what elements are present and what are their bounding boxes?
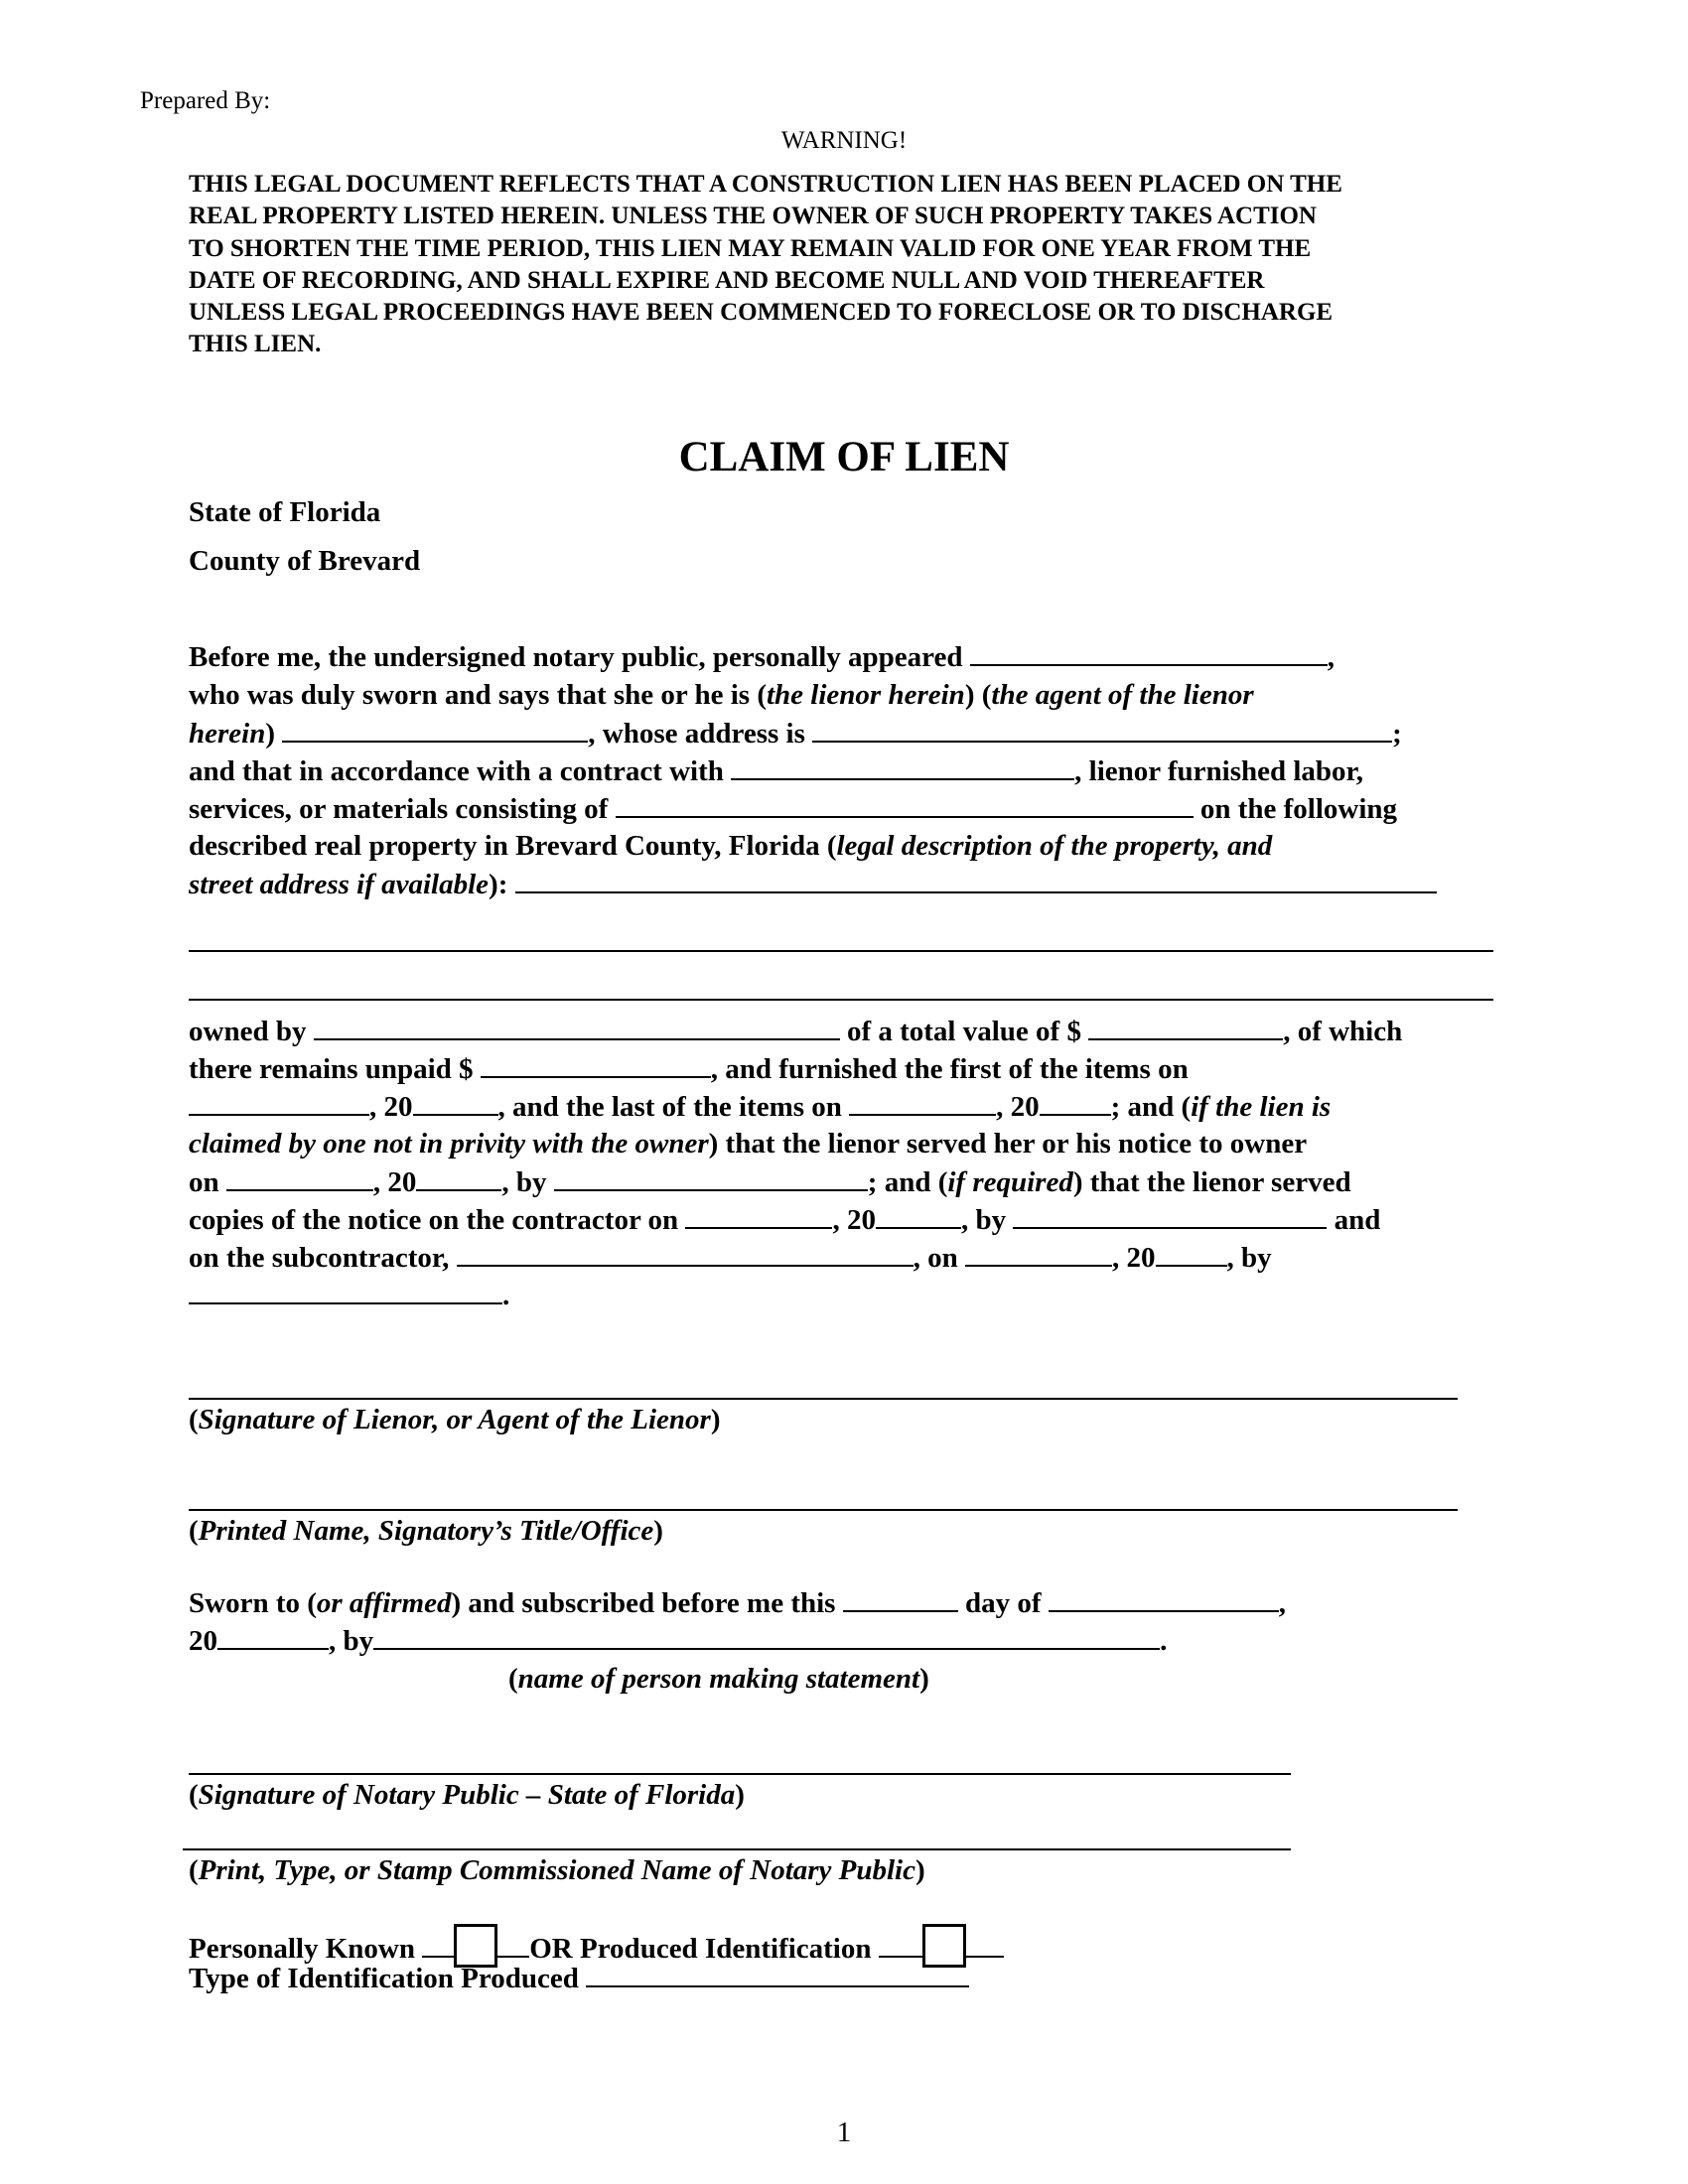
identification-type-field[interactable]	[586, 1962, 969, 1987]
subcontractor-year-field[interactable]	[1156, 1241, 1227, 1267]
sworn-line1: Sworn to (or affirmed) and subscribed before me this day of ,	[189, 1587, 1287, 1619]
statement-person-label: (name of person making statement)	[508, 1663, 929, 1695]
state-label: State of Florida	[189, 496, 381, 528]
first-items-year-field[interactable]	[413, 1090, 498, 1116]
subcontractor-date-field[interactable]	[965, 1241, 1112, 1267]
owned-by-field[interactable]	[314, 1015, 840, 1040]
last-items-year-field[interactable]	[1040, 1090, 1111, 1116]
page-number: 1	[836, 2116, 852, 2148]
para2-line8: .	[189, 1279, 509, 1312]
para2-line7: on the subcontractor, , on , 20 , by	[189, 1242, 1272, 1274]
contractor-notice-year-field[interactable]	[876, 1203, 961, 1229]
para2-line6: copies of the notice on the contractor on , 20 , by and	[189, 1204, 1381, 1236]
county-label: County of Brevard	[189, 545, 421, 577]
notice-date-field[interactable]	[226, 1165, 373, 1191]
contractor-notice-date-field[interactable]	[685, 1203, 832, 1229]
warning-line: REAL PROPERTY LISTED HEREIN. UNLESS THE OWNER OF SUCH PROPERTY TAKES ACTION	[189, 203, 1317, 230]
para1-line3: herein) , whose address is ;	[189, 718, 1402, 750]
last-items-date-field[interactable]	[849, 1090, 996, 1116]
para1-line6: described real property in Brevard County, Florida (legal description of the property, and	[189, 830, 1273, 862]
first-items-date-field[interactable]	[189, 1090, 369, 1116]
notary-signature-line[interactable]	[189, 1773, 1291, 1775]
para2-line5: on , 20 , by ; and (if required) that the lienor served	[189, 1166, 1351, 1198]
materials-field[interactable]	[616, 792, 1194, 818]
para2-line2: there remains unpaid $ , and furnished the first of the items on	[189, 1053, 1189, 1085]
subcontractor-served-by-field[interactable]	[189, 1279, 502, 1304]
lienor-signature-line[interactable]	[189, 1398, 1458, 1400]
prepared-by-label: Prepared By:	[140, 87, 271, 114]
identification-line: Personally Known OR Produced Identification	[189, 1924, 1004, 1968]
printed-name-label: (Printed Name, Signatory’s Title/Office)	[189, 1515, 663, 1547]
appeared-name-field[interactable]	[970, 640, 1328, 666]
sworn-line2: 20 , by .	[189, 1625, 1168, 1657]
para1-line5: services, or materials consisting of on the following	[189, 793, 1397, 825]
para1-line2: who was duly sworn and says that she or he is (the lienor herein) (the agent of the lienor	[189, 679, 1254, 711]
unpaid-amount-field[interactable]	[481, 1052, 711, 1078]
lienor-name-field[interactable]	[282, 717, 588, 743]
warning-line: THIS LEGAL DOCUMENT REFLECTS THAT A CONSTRUCTION LIEN HAS BEEN PLACED ON THE	[189, 171, 1342, 198]
sworn-year-field[interactable]	[217, 1624, 329, 1650]
contract-with-field[interactable]	[731, 754, 1074, 780]
notice-served-by-field[interactable]	[554, 1165, 868, 1191]
total-value-field[interactable]	[1088, 1015, 1283, 1040]
document-title: CLAIM OF LIEN	[678, 434, 1010, 480]
para2-line4: claimed by one not in privity with the owner) that the lienor served her or his notice to owner	[189, 1128, 1308, 1160]
printed-name-line[interactable]	[189, 1509, 1458, 1511]
para2-line1: owned by of a total value of $ , of which	[189, 1016, 1403, 1047]
warning-line: TO SHORTEN THE TIME PERIOD, THIS LIEN MAY REMAIN VALID FOR ONE YEAR FROM THE	[189, 234, 1312, 262]
notice-year-field[interactable]	[416, 1165, 501, 1191]
para1-line4: and that in accordance with a contract with , lienor furnished labor,	[189, 755, 1364, 787]
contractor-served-by-field[interactable]	[1013, 1203, 1327, 1229]
warning-text	[189, 169, 1493, 361]
notary-print-line[interactable]	[183, 1848, 1291, 1850]
subcontractor-field[interactable]	[457, 1241, 914, 1267]
sworn-month-field[interactable]	[1049, 1586, 1279, 1612]
statement-person-field[interactable]	[373, 1624, 1160, 1650]
notary-print-label: (Print, Type, or Stamp Commissioned Name of Notary Public)	[189, 1854, 925, 1886]
warning-line: THIS LIEN.	[189, 331, 322, 358]
legal-description-line-3[interactable]	[189, 999, 1493, 1001]
notary-signature-label: (Signature of Notary Public – State of Florida)	[189, 1779, 745, 1811]
para1-line1: Before me, the undersigned notary public, personally appeared ,	[189, 641, 1336, 673]
sworn-day-field[interactable]	[843, 1586, 958, 1612]
lienor-signature-label: (Signature of Lienor, or Agent of the Lienor)	[189, 1404, 721, 1435]
identification-type-line: Type of Identification Produced	[189, 1962, 969, 1995]
warning-title: WARNING!	[780, 127, 908, 154]
para2-line3: , 20 , and the last of the items on , 20 ; and (if the lien is	[189, 1090, 1331, 1124]
warning-line: DATE OF RECORDING, AND SHALL EXPIRE AND BECOME NULL AND VOID THEREAFTER	[189, 266, 1265, 294]
legal-description-line-2[interactable]	[189, 950, 1493, 952]
para1-line7: street address if available):	[189, 868, 1437, 901]
legal-description-field[interactable]	[515, 868, 1437, 893]
address-field[interactable]	[812, 717, 1392, 743]
warning-line: UNLESS LEGAL PROCEEDINGS HAVE BEEN COMMENCED TO FORECLOSE OR TO DISCHARGE	[189, 299, 1334, 327]
